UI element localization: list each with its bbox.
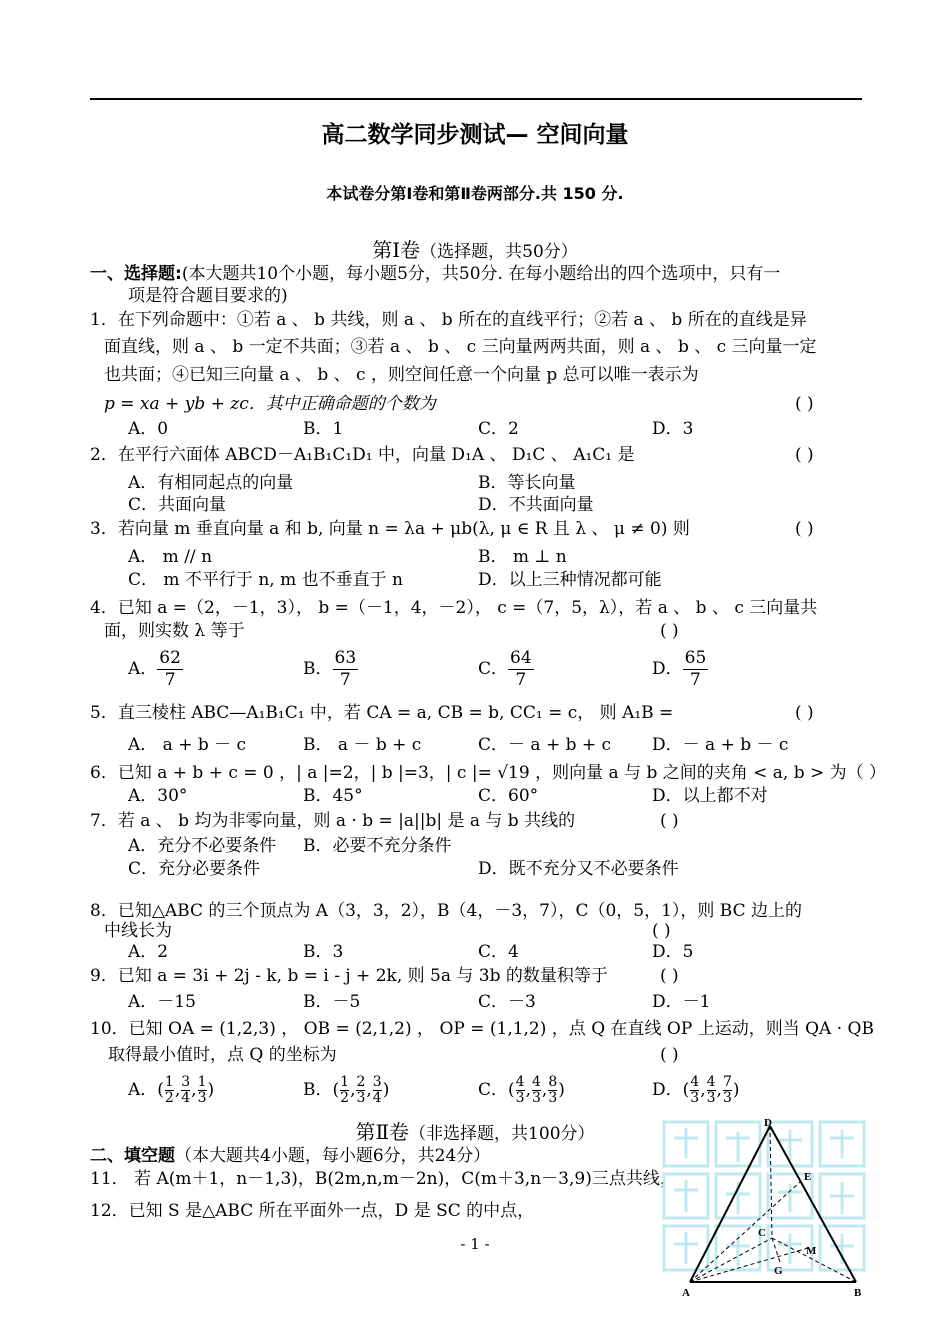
section2-desc: （本大题共4小题，每小题6分，共24分） <box>175 1146 491 1166</box>
q10-c-frac-2-num: 4 <box>531 1074 541 1090</box>
q10-c-frac-3 <box>548 1075 557 1106</box>
q10-option-a: A．( $\frac{1}{2}$ , $\frac{3}{4}$ , $\frac{1}{3}$ ) <box>128 1074 215 1106</box>
tetrahedron-figure <box>660 1118 870 1300</box>
q10-a-frac-3-den: 3 <box>197 1090 207 1106</box>
q6-line1: 6．已知 a + b + c = 0 ，| a |=2，| b |=3，| c |= √19 ，则向量 a 与 b 之间的夹角 < a, b > 为（ ） <box>90 763 887 783</box>
q10-answer-paren: ( ) <box>660 1045 679 1065</box>
q4-line1: 4．已知 a =（2，－1，3）， b =（－1，4，－2）， c =（7，5，λ），若 a 、 b 、 c 三向量共 <box>90 598 818 618</box>
q10-line1: 10．已知 OA = (1,2,3) ， OB = (2,1,2) ， OP = (1,1,2) ，点 Q 在直线 OP 上运动，则当 QA · QB <box>90 1019 874 1039</box>
q2-option-a: A．有相同起点的向量 <box>128 473 294 493</box>
q10-b-frac-2 <box>356 1075 365 1106</box>
q5-answer-paren: ( ) <box>795 703 814 723</box>
q10-b-frac-1 <box>340 1075 349 1106</box>
q6-option-d: D．以上都不对 <box>652 786 768 806</box>
q8-line1: 8．已知△ABC 的三个顶点为 A（3，3，2），B（4，－3，7），C（0，5，1），则 BC 边上的 <box>90 901 803 921</box>
label-e: E <box>804 1171 812 1183</box>
q8-answer-paren: ( ) <box>652 921 671 941</box>
q6-option-b: B．45° <box>303 786 363 806</box>
q3-answer-paren: ( ) <box>795 519 814 539</box>
q10-c-frac-1 <box>516 1075 525 1106</box>
q8-option-b: B．3 <box>303 942 344 962</box>
q10-a-frac-1-den: 2 <box>164 1090 174 1106</box>
q10-d-frac-1-den: 3 <box>690 1090 700 1106</box>
q4-option-c-frac <box>508 648 534 691</box>
q3-option-d: D．以上三种情况都可能 <box>478 570 662 590</box>
q7-line1: 7．若 a 、 b 均为非零向量，则 a · b = |a||b| 是 a 与 b 共线的 <box>90 811 576 831</box>
q10-b-frac-3-den: 4 <box>372 1090 382 1106</box>
q7-option-b: B．必要不充分条件 <box>303 836 452 856</box>
top-rule <box>90 98 862 100</box>
q10-c-frac-3-den: 3 <box>548 1090 558 1106</box>
q3-option-c: C． m 不平行于 n, m 也不垂直于 n <box>128 570 403 590</box>
q4-option-c <box>478 646 534 692</box>
q3-line1: 3．若向量 m 垂直向量 a 和 b, 向量 n = λa + μb(λ, μ ∈ R 且 λ 、 μ ≠ 0) 则 <box>90 519 690 539</box>
q8-option-d: D．5 <box>652 942 694 962</box>
q5-option-a: A． a + b － c <box>128 735 247 755</box>
q10-option-c: C．( $\frac{4}{3}$ , $\frac{4}{3}$ , $\frac{8}{3}$ ) <box>478 1074 565 1106</box>
q4-option-a-frac <box>157 648 183 691</box>
label-d: D <box>764 1118 772 1129</box>
q10-option-a-label: A． <box>128 1080 158 1100</box>
q4-option-b-label: B． <box>303 659 333 679</box>
q10-d-frac-1 <box>690 1075 699 1106</box>
section2-label: 二、填空题 <box>90 1146 175 1166</box>
q10-option-d-label: D． <box>652 1080 683 1100</box>
section1-label: 一、选择题: <box>90 264 182 284</box>
q1-line1: 1．在下列命题中：①若 a 、 b 共线，则 a 、 b 所在的直线平行；②若 a 、 b 所在的直线是异 <box>90 310 807 330</box>
q10-d-frac-3-den: 3 <box>722 1090 732 1106</box>
q2-line1: 2．在平行六面体 ABCD－A₁B₁C₁D₁ 中，向量 D₁A 、 D₁C 、 A₁C₁ 是 <box>90 445 635 465</box>
q4-d-num: 65 <box>684 648 707 668</box>
q10-b-frac-1-den: 2 <box>340 1090 350 1106</box>
q10-a-frac-3 <box>198 1075 207 1106</box>
q4-option-a-label: A． <box>128 659 158 679</box>
q10-option-b: B．( $\frac{1}{2}$ , $\frac{2}{3}$ , $\frac{3}{4}$ ) <box>303 1074 390 1106</box>
q10-a-frac-1-num: 1 <box>164 1074 174 1090</box>
q10-option-c-label: C． <box>478 1080 509 1100</box>
q9-answer-paren: ( ) <box>660 966 679 986</box>
q2-option-d: D．不共面向量 <box>478 495 594 515</box>
q4-option-b <box>303 646 358 692</box>
q10-a-frac-2 <box>181 1075 190 1106</box>
q9-option-b: B．－5 <box>303 992 361 1012</box>
page-number: - 1 - <box>460 1235 490 1253</box>
q7-answer-paren: ( ) <box>660 811 679 831</box>
label-g: G <box>774 1265 783 1277</box>
label-a: A <box>682 1287 690 1299</box>
q10-option-d: D．( $\frac{4}{3}$ , $\frac{4}{3}$ , $\frac{7}{3}$ ) <box>652 1074 740 1106</box>
q1-line2: 面直线，则 a 、 b 一定不共面；③若 a 、 b 、 c 三向量两两共面，则 a 、 b 、 c 三向量一定 <box>104 337 817 357</box>
q10-d-frac-2-num: 4 <box>706 1074 716 1090</box>
q4-a-num: 62 <box>159 648 181 668</box>
q3-option-b: B． m ⊥ n <box>478 547 567 567</box>
q7-option-c: C．充分必要条件 <box>128 859 261 879</box>
section1-heading <box>90 263 780 285</box>
q6-option-c: C．60° <box>478 786 539 806</box>
q5-option-c: C．－ a + b + c <box>478 735 612 755</box>
q2-answer-paren: ( ) <box>795 445 814 465</box>
page-title: 高二数学同步测试— 空间向量 <box>321 122 629 148</box>
section1-desc: (本大题共10个小题，每小题5分，共50分. 在每小题给出的四个选项中，只有一 <box>181 264 781 284</box>
q10-c-frac-1-num: 4 <box>515 1074 525 1090</box>
q10-option-b-label: B． <box>303 1080 333 1100</box>
q4-a-den: 7 <box>164 670 176 690</box>
label-c: C <box>758 1227 766 1239</box>
section1-desc2: 项是符合题目要求的) <box>128 286 288 306</box>
q10-d-frac-1-num: 4 <box>690 1074 700 1090</box>
q7-option-a: A．充分不必要条件 <box>128 836 277 856</box>
q9-option-d: D．－1 <box>652 992 711 1012</box>
q8-line2: 中线长为 <box>104 921 172 941</box>
q4-b-num: 63 <box>334 648 357 668</box>
q1-line4: p = xa + yb + zc．其中正确命题的个数为 <box>104 394 436 414</box>
q2-option-c: C．共面向量 <box>128 495 227 515</box>
q8-option-a: A．2 <box>128 942 169 962</box>
q10-b-frac-2-num: 2 <box>356 1074 366 1090</box>
q10-b-frac-1-num: 1 <box>340 1074 350 1090</box>
section2-heading <box>90 1145 490 1167</box>
q1-option-d: D．3 <box>652 419 694 439</box>
q4-option-d-frac <box>683 648 709 691</box>
q1-answer-paren: ( ) <box>795 394 814 414</box>
q10-c-frac-2-den: 3 <box>531 1090 541 1106</box>
q10-a-frac-3-num: 1 <box>197 1074 207 1090</box>
q10-a-frac-2-den: 4 <box>181 1090 191 1106</box>
q10-line2: 取得最小值时，点 Q 的坐标为 <box>108 1045 337 1065</box>
q1-line3: 也共面；④已知三向量 a 、 b 、 c ，则空间任意一个向量 p 总可以唯一表示为 <box>104 365 699 385</box>
q9-line1: 9．已知 a = 3i + 2j - k, b = i - j + 2k, 则 5a 与 3b 的数量积等于 <box>90 966 608 986</box>
q10-d-frac-2 <box>707 1075 716 1106</box>
q4-option-d <box>652 646 708 692</box>
q3-option-a: A． m // n <box>128 547 213 567</box>
q5-line1: 5．直三棱柱 ABC—A₁B₁C₁ 中，若 CA = a, CB = b, CC₁ = c， 则 A₁B = <box>90 703 674 723</box>
q10-d-frac-3 <box>723 1075 732 1106</box>
q4-b-den: 7 <box>339 670 351 690</box>
q10-a-frac-1 <box>165 1075 174 1106</box>
q2-option-b: B．等长向量 <box>478 473 576 493</box>
part1-header <box>0 239 950 263</box>
part2-note: （非选择题，共100分） <box>409 1124 595 1144</box>
q8-option-c: C．4 <box>478 942 519 962</box>
q4-option-b-frac <box>333 648 359 691</box>
q10-b-frac-3-num: 3 <box>372 1074 382 1090</box>
q10-b-frac-3 <box>373 1075 382 1106</box>
part1-note: （选择题，共50分） <box>420 242 578 262</box>
q1-option-b: B．1 <box>303 419 344 439</box>
q4-c-num: 64 <box>510 648 532 668</box>
q4-option-a <box>128 646 183 692</box>
q4-option-c-label: C． <box>478 659 509 679</box>
q9-option-c: C．－3 <box>478 992 536 1012</box>
q10-a-frac-2-num: 3 <box>181 1074 191 1090</box>
label-m: M <box>806 1245 817 1257</box>
q1-option-c: C．2 <box>478 419 519 439</box>
q4-answer-paren: ( ) <box>660 621 679 641</box>
q5-option-d: D．－ a + b － c <box>652 735 789 755</box>
q4-option-d-label: D． <box>652 659 683 679</box>
q10-c-frac-1-den: 3 <box>515 1090 525 1106</box>
page-subtitle: 本试卷分第Ⅰ卷和第Ⅱ卷两部分.共 150 分. <box>326 184 624 203</box>
part1-title: 第Ⅰ卷 <box>372 238 421 262</box>
q4-line2: 面，则实数 λ 等于 <box>104 621 245 641</box>
q10-d-frac-3-num: 7 <box>722 1074 732 1090</box>
q10-b-frac-2-den: 3 <box>356 1090 366 1106</box>
q10-c-frac-2 <box>532 1075 541 1106</box>
q7-option-d: D．既不充分又不必要条件 <box>478 859 679 879</box>
q10-d-frac-2-den: 3 <box>706 1090 716 1106</box>
q12-line1: 12．已知 S 是△ABC 所在平面外一点，D 是 SC 的中点， <box>90 1201 535 1221</box>
q4-c-den: 7 <box>515 670 527 690</box>
q9-option-a: A．－15 <box>128 992 196 1012</box>
label-b: B <box>854 1287 862 1299</box>
q6-option-a: A．30° <box>128 786 188 806</box>
q1-option-a: A．0 <box>128 419 169 439</box>
q4-d-den: 7 <box>690 670 701 690</box>
part2-title: 第Ⅱ卷 <box>355 1120 410 1144</box>
q11-line1: 11． 若 A(m＋1，n－1,3)，B(2m,n,m－2n)，C(m＋3,n－3,9)三点共线， <box>90 1169 677 1189</box>
q5-option-b: B． a － b + c <box>303 735 422 755</box>
q10-c-frac-3-num: 8 <box>548 1074 558 1090</box>
